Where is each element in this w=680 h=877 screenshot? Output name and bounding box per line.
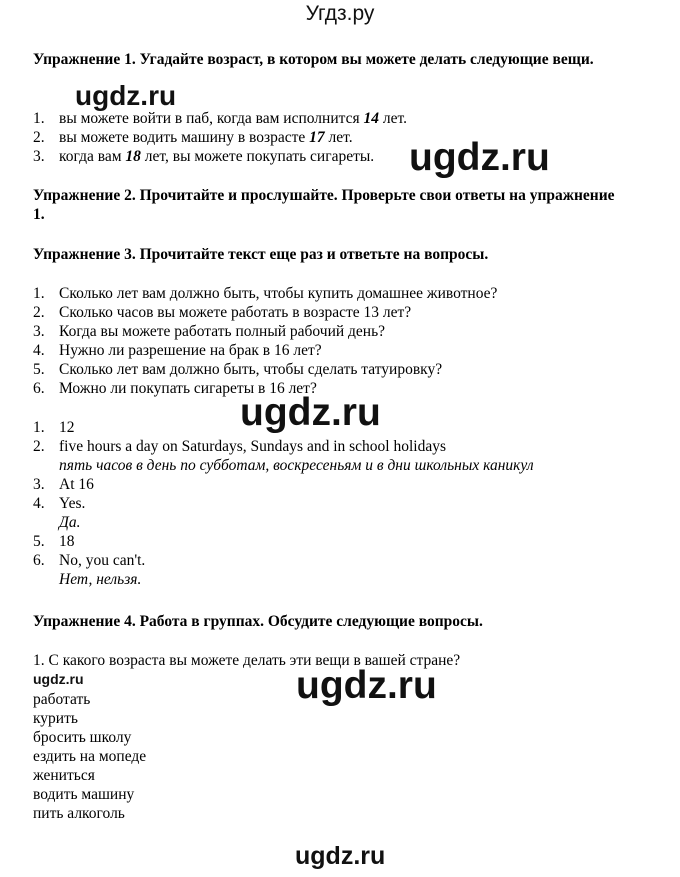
question-text: Сколько лет вам должно быть, чтобы купить домашнее животное? — [59, 285, 498, 302]
answer-translation: пять часов в день по субботам, воскресеньям и в дни школьных каникул — [59, 457, 534, 474]
question-text: Сколько лет вам должно быть, чтобы сделать татуировку? — [59, 361, 443, 378]
question-number: 3. — [33, 323, 45, 340]
exercise-2-title: Упражнение 2. Прочитайте и прослушайте. Проверьте свои ответы на упражнение 1. — [33, 187, 615, 223]
answer-text: No, you can't. — [59, 552, 146, 569]
activity-item: пить алкоголь — [33, 805, 125, 822]
item-text: вы можете водить машину в возрасте — [59, 129, 310, 146]
answer-text: At 16 — [59, 476, 94, 493]
watermark: ugdz.ru — [75, 80, 177, 111]
question-number: 5. — [33, 361, 45, 378]
activity-item: работать — [33, 691, 91, 708]
item-text: когда вам — [59, 148, 126, 165]
answer-number: 6. — [33, 552, 45, 569]
watermark: ugdz.ru — [33, 671, 84, 687]
site-title: Угдз.ру — [305, 2, 375, 25]
item-age: 14 — [363, 110, 379, 127]
item-text-end: лет. — [378, 110, 407, 127]
answer-translation: Да. — [59, 514, 81, 531]
item-number: 1. — [33, 110, 45, 127]
answer-row — [33, 475, 94, 494]
activity-item: бросить школу — [33, 729, 132, 746]
question-text: Когда вы можете работать полный рабочий день? — [59, 323, 386, 340]
exercise-1-item — [33, 147, 374, 166]
answer-number: 1. — [33, 419, 45, 436]
question-row — [33, 303, 411, 322]
answer-number: 3. — [33, 476, 45, 493]
activity-item: курить — [33, 710, 78, 727]
answer-row — [33, 551, 145, 570]
question-number: 6. — [33, 380, 45, 397]
question-number: 4. — [33, 342, 45, 359]
item-text-end: лет, вы можете покупать сигареты. — [140, 148, 375, 165]
watermark: ugdz.ru — [240, 391, 381, 434]
answer-text: 12 — [59, 419, 75, 436]
item-age: 17 — [309, 129, 325, 146]
question-number: 2. — [33, 304, 45, 321]
answer-translation: Нет, нельзя. — [59, 571, 142, 588]
exercise-1-title: Упражнение 1. Угадайте возраст, в котором вы можете делать следующие вещи. — [33, 51, 594, 68]
answer-number: 2. — [33, 438, 45, 455]
item-text-end: лет. — [324, 129, 353, 146]
answer-text: Yes. — [59, 495, 86, 512]
exercise-4-question: 1. С какого возраста вы можете делать эти вещи в вашей стране? — [33, 652, 461, 669]
exercise-3-title: Упражнение 3. Прочитайте текст еще раз и ответьте на вопросы. — [33, 246, 489, 263]
question-row — [33, 341, 322, 360]
exercise-4-title: Упражнение 4. Работа в группах. Обсудите следующие вопросы. — [33, 613, 483, 630]
watermark: ugdz.ru — [296, 664, 437, 707]
question-text: Можно ли покупать сигареты в 16 лет? — [59, 380, 317, 397]
answer-row — [33, 494, 85, 513]
item-number: 2. — [33, 129, 45, 146]
answer-row — [33, 418, 75, 437]
item-number: 3. — [33, 148, 45, 165]
answer-number: 4. — [33, 495, 45, 512]
question-text: Нужно ли разрешение на брак в 16 лет? — [59, 342, 322, 359]
question-row — [33, 322, 385, 341]
question-text: Сколько часов вы можете работать в возрасте 13 лет? — [59, 304, 412, 321]
answer-text: 18 — [59, 533, 75, 550]
question-row — [33, 284, 497, 303]
answer-row — [33, 532, 75, 551]
exercise-1-item — [33, 128, 353, 147]
answer-text: five hours a day on Saturdays, Sundays and in school holidays — [59, 438, 447, 455]
item-text: вы можете войти в паб, когда вам исполнится — [59, 110, 364, 127]
watermark: ugdz.ru — [409, 136, 550, 179]
activity-item: жениться — [33, 767, 95, 784]
question-row — [33, 360, 442, 379]
question-number: 1. — [33, 285, 45, 302]
activity-item: водить машину — [33, 786, 135, 803]
item-age: 18 — [125, 148, 141, 165]
answer-row — [33, 437, 446, 456]
answer-number: 5. — [33, 533, 45, 550]
activity-item: ездить на мопеде — [33, 748, 147, 765]
watermark: ugdz.ru — [295, 842, 386, 870]
